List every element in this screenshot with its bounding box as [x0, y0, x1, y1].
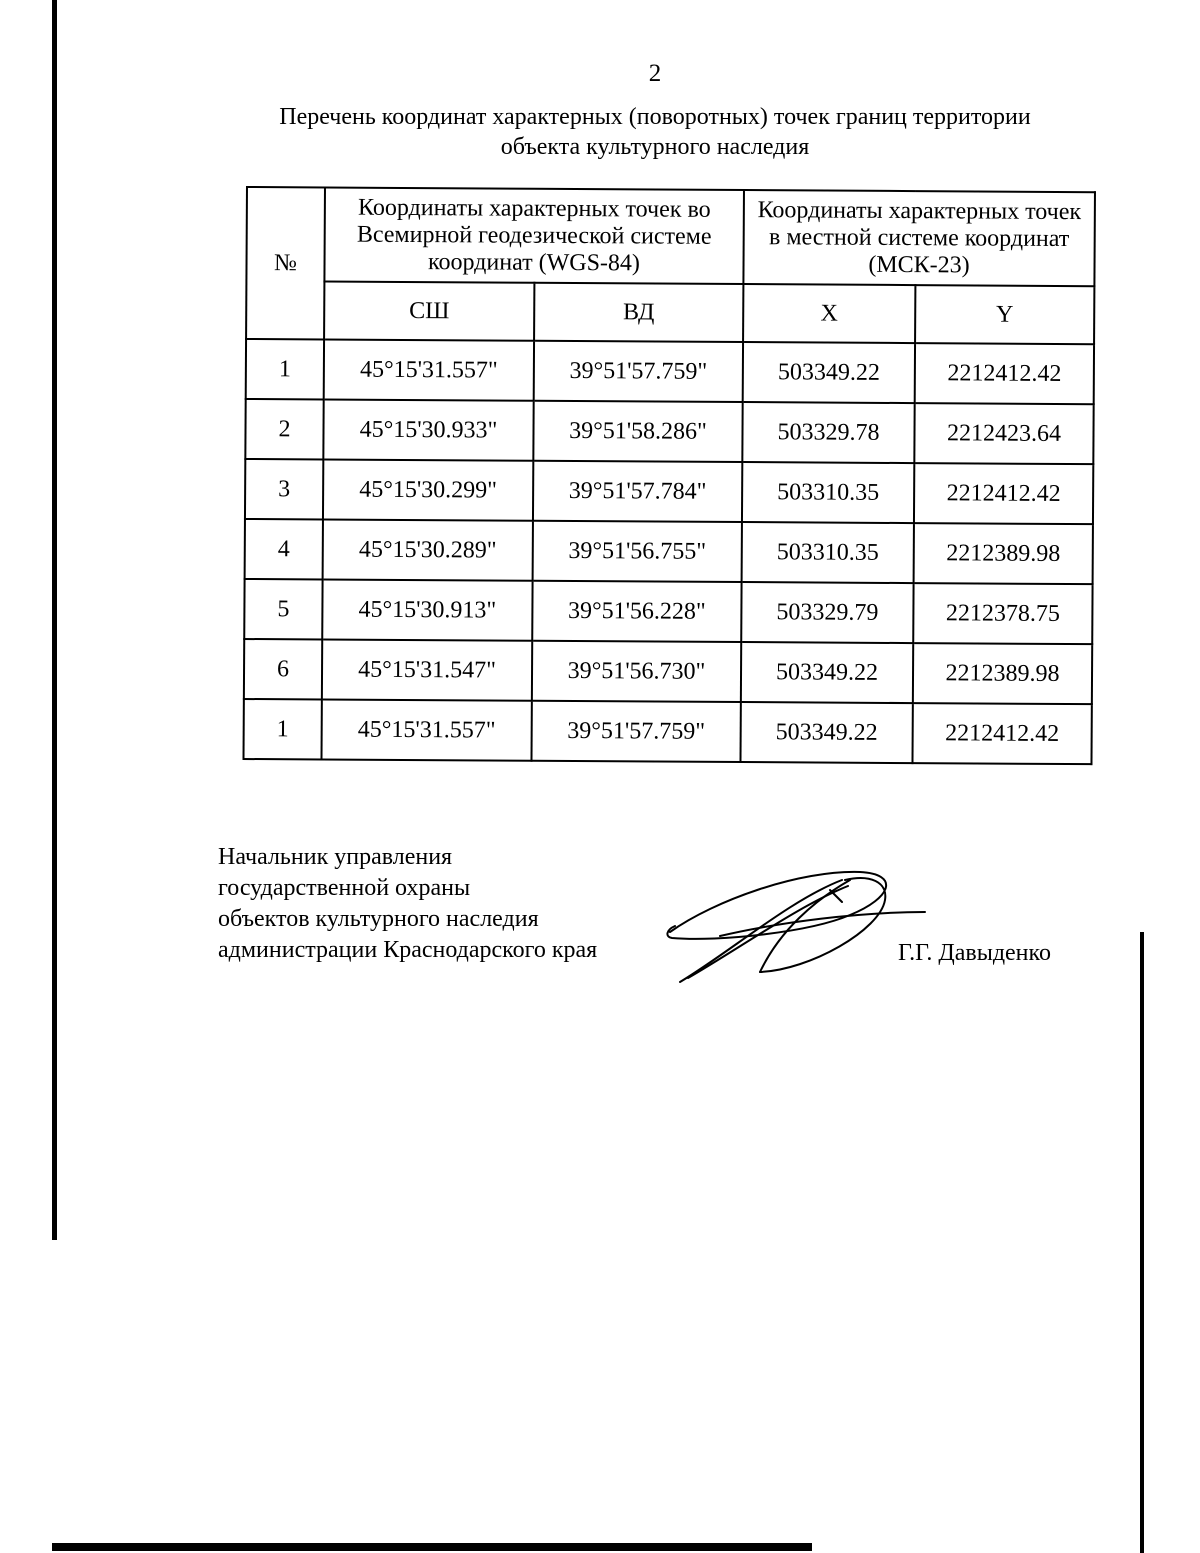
table-row — [245, 399, 1093, 464]
header-wgs84-group: Координаты характерных точек во Всемирной геодезической системе координат (WGS-84) — [324, 187, 744, 284]
point-number-cell: 4 — [245, 519, 323, 579]
page-number: 2 — [648, 60, 662, 87]
table-row — [244, 639, 1092, 704]
signatory-line-4: администрации Краснодарского края — [218, 937, 598, 963]
point-number-cell: 6 — [244, 639, 322, 699]
table-row — [244, 579, 1092, 644]
handwritten-signature-icon — [660, 860, 940, 990]
latitude-cell: 45°15'30.299" — [323, 459, 533, 520]
x-cell: 503310.35 — [742, 522, 914, 583]
table-row — [245, 519, 1093, 584]
latitude-cell: 45°15'31.557" — [324, 339, 534, 400]
point-number-cell: 1 — [243, 699, 321, 759]
x-cell: 503310.35 — [742, 462, 914, 523]
x-cell: 503349.22 — [743, 342, 915, 403]
signatory-line-1: Начальник управления — [218, 844, 453, 870]
latitude-cell: 45°15'30.933" — [323, 399, 533, 460]
header-number: № — [246, 187, 325, 339]
signatory-position — [218, 842, 597, 966]
x-cell: 503329.79 — [741, 582, 913, 643]
header-x: X — [743, 284, 915, 343]
point-number-cell: 5 — [244, 579, 322, 639]
document-title-line-2: объекта культурного наследия — [500, 134, 810, 160]
longitude-cell: 39°51'57.759" — [534, 341, 743, 402]
point-number-cell: 3 — [245, 459, 323, 519]
coordinates-table — [242, 186, 1096, 765]
table-row — [245, 459, 1093, 524]
longitude-cell: 39°51'57.784" — [533, 461, 742, 522]
y-cell: 2212412.42 — [914, 463, 1093, 524]
scan-edge-right — [1140, 932, 1144, 1553]
signer-name: Г.Г. Давыденко — [898, 940, 1051, 966]
longitude-cell: 39°51'56.730" — [532, 641, 741, 702]
table-row — [243, 699, 1091, 764]
y-cell: 2212412.42 — [915, 343, 1094, 404]
scan-edge-left — [52, 0, 57, 1240]
signatory-line-2: государственной охраны — [218, 875, 471, 901]
point-number-cell: 1 — [246, 339, 324, 399]
latitude-cell: 45°15'30.289" — [323, 519, 533, 580]
x-cell: 503349.22 — [741, 642, 913, 703]
y-cell: 2212378.75 — [913, 583, 1092, 644]
x-cell: 503329.78 — [742, 402, 914, 463]
y-cell: 2212412.42 — [912, 703, 1091, 764]
latitude-cell: 45°15'30.913" — [322, 579, 532, 640]
scan-edge-bottom — [52, 1543, 812, 1551]
header-latitude: СШ — [324, 281, 534, 340]
longitude-cell: 39°51'56.228" — [532, 581, 741, 642]
x-cell: 503349.22 — [740, 702, 912, 763]
longitude-cell: 39°51'58.286" — [533, 401, 742, 462]
point-number-cell: 2 — [245, 399, 323, 459]
table-row — [246, 339, 1094, 404]
header-y: Y — [915, 285, 1094, 344]
latitude-cell: 45°15'31.557" — [321, 699, 531, 760]
y-cell: 2212423.64 — [914, 403, 1093, 464]
document-title — [230, 102, 1080, 162]
signatory-line-3: объектов культурного наследия — [218, 906, 539, 932]
longitude-cell: 39°51'56.755" — [533, 521, 742, 582]
coordinates-table-body — [243, 339, 1094, 764]
y-cell: 2212389.98 — [914, 523, 1093, 584]
header-longitude: ВД — [534, 283, 743, 342]
header-msk23-group: Координаты характерных точек в местной системе координат (МСК-23) — [743, 190, 1095, 286]
longitude-cell: 39°51'57.759" — [531, 701, 740, 762]
y-cell: 2212389.98 — [913, 643, 1092, 704]
latitude-cell: 45°15'31.547" — [322, 639, 532, 700]
document-title-line-1: Перечень координат характерных (поворотных) точек границ территории — [279, 104, 1031, 130]
